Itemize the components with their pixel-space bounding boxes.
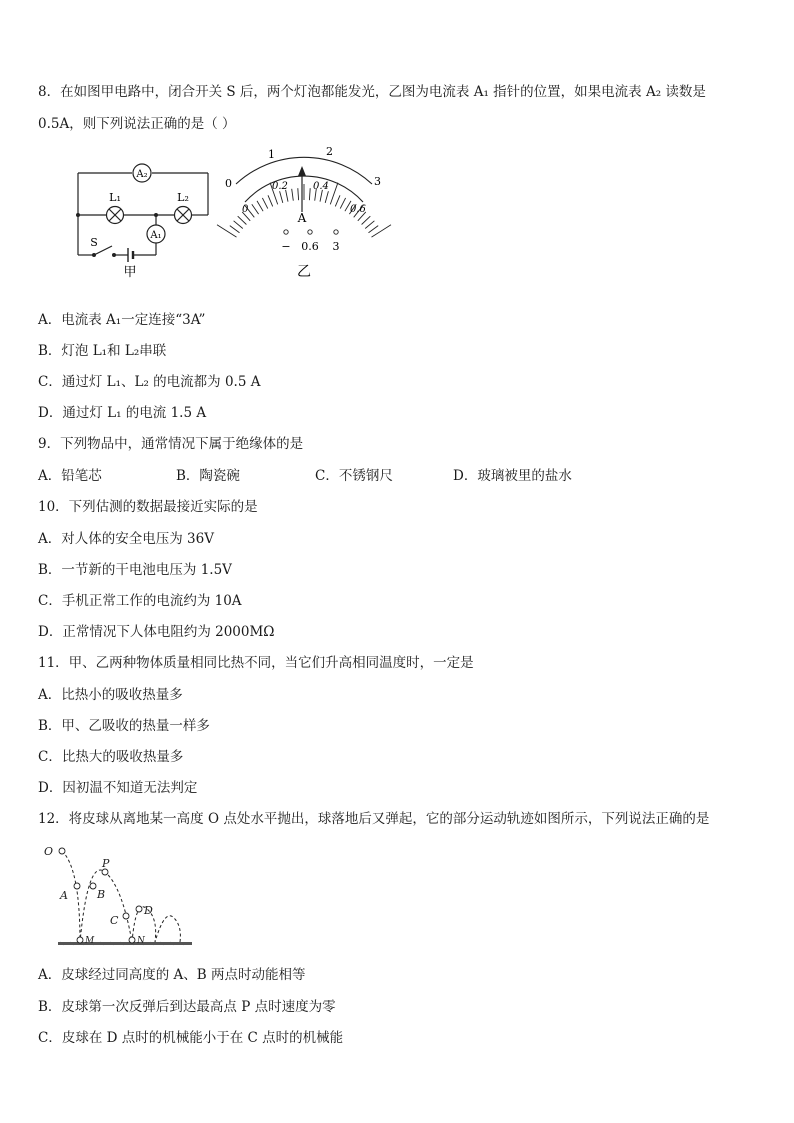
q12-trajectory-figure xyxy=(40,838,200,953)
scale-tick xyxy=(230,226,240,233)
q11-option-d: D．因初温不知道无法判定 xyxy=(38,780,198,796)
scale-bottom-0: 0 xyxy=(242,204,249,215)
scale-top-3: 3 xyxy=(374,175,381,188)
q9-options-row xyxy=(38,467,598,485)
needle-label: A xyxy=(297,211,307,225)
scale-tick xyxy=(309,188,310,200)
scale-tick xyxy=(262,198,267,209)
label-o: O xyxy=(44,845,54,858)
l2-label: L₂ xyxy=(177,191,189,204)
s-label: S xyxy=(90,236,98,249)
scale-tick xyxy=(365,221,374,229)
q8-option-c: C．通过灯 L₁、L₂ 的电流都为 0.5 A xyxy=(38,374,261,390)
q9-stem: 9．下列物品中，通常情况下属于绝缘体的是 xyxy=(38,436,304,452)
q12-option-c: C．皮球在 D 点时的机械能小于在 C 点时的机械能 xyxy=(38,1030,344,1046)
q8-option-a: A．电流表 A₁一定连接“3A” xyxy=(38,312,206,328)
scale-bottom-0.6: 0.6 xyxy=(350,204,366,215)
scale-tick xyxy=(325,191,328,203)
q11-option-b: B．甲、乙吸收的热量一样多 xyxy=(38,718,210,734)
q11-option-a: A．比热小的吸收热量多 xyxy=(38,687,183,703)
q8-stem-line1: 8．在如图甲电路中，闭合开关 S 后，两个灯泡都能发光，乙图为电流表 A₁ 指针的位置，如果电流表 A₂ 读数是 xyxy=(38,84,706,100)
label-n: N xyxy=(137,936,145,946)
label-c: C xyxy=(110,914,119,927)
scale-top-2: 2 xyxy=(326,145,333,158)
scale-tick xyxy=(268,195,273,206)
scale-tick xyxy=(257,201,263,211)
q8-option-d: D．通过灯 L₁ 的电流 1.5 A xyxy=(38,405,207,421)
q8-stem-line2: 0.5A，则下列说法正确的是（ ） xyxy=(38,116,236,132)
scale-tick xyxy=(217,225,237,237)
q10-option-a: A．对人体的安全电压为 36V xyxy=(38,531,214,547)
terminal-minus: − xyxy=(281,240,291,253)
scale-top-1: 1 xyxy=(268,148,275,161)
a1-label: A₁ xyxy=(150,230,162,241)
scale-tick xyxy=(280,191,283,203)
q9-option-c: C．不锈钢尺 xyxy=(315,468,393,484)
q11-option-c: C．比热大的吸收热量多 xyxy=(38,749,184,765)
q10-option-c: C．手机正常工作的电流约为 10A xyxy=(38,593,242,609)
q10-option-d: D．正常情况下人体电阻约为 2000MΩ xyxy=(38,624,275,640)
q8-ammeter-dial-figure xyxy=(212,140,397,285)
scale-tick xyxy=(238,216,247,224)
q12-option-a: A．皮球经过同高度的 A、B 两点时动能相等 xyxy=(38,967,306,983)
caption-yi: 乙 xyxy=(297,264,311,280)
q8-circuit-figure xyxy=(70,155,220,280)
scale-top-0: 0 xyxy=(225,177,232,190)
scale-tick xyxy=(292,189,294,201)
caption-jia: 甲 xyxy=(123,265,137,280)
scale-bottom-0.4: 0.4 xyxy=(313,181,329,192)
scale-tick xyxy=(335,195,340,206)
scale-tick xyxy=(234,221,243,229)
q9-option-d: D．玻璃被里的盐水 xyxy=(453,468,572,484)
scale-tick xyxy=(340,198,345,209)
label-p: P xyxy=(102,857,110,870)
q10-stem: 10．下列估测的数据最接近实际的是 xyxy=(38,499,258,515)
l1-label: L₁ xyxy=(109,191,121,204)
q11-stem: 11．甲、乙两种物体质量相同比热不同，当它们升高相同温度时，一定是 xyxy=(38,655,474,671)
terminal-3: 3 xyxy=(332,240,340,253)
scale-tick xyxy=(369,226,379,233)
q12-stem: 12．将皮球从离地某一高度 O 点处水平抛出，球落地后又弹起，它的部分运动轨迹如图所示，下列说法正确的是 xyxy=(38,811,710,827)
q9-option-b: B．陶瓷碗 xyxy=(176,468,240,484)
label-a: A xyxy=(60,889,68,902)
label-m: M xyxy=(85,936,95,946)
label-b: B xyxy=(97,888,106,901)
label-d: D xyxy=(144,904,153,917)
scale-tick xyxy=(252,204,259,214)
terminal-0.6: 0.6 xyxy=(301,240,319,253)
q9-option-a: A．铅笔芯 xyxy=(38,468,102,484)
scale-tick xyxy=(330,183,338,205)
q8-option-b: B．灯泡 L₁和 L₂串联 xyxy=(38,343,167,359)
q10-option-b: B．一节新的干电池电压为 1.5V xyxy=(38,562,232,578)
a2-label: A₂ xyxy=(136,169,148,180)
q12-option-b: B．皮球第一次反弹后到达最高点 P 点时速度为零 xyxy=(38,999,336,1015)
scale-tick xyxy=(362,216,371,224)
scale-tick xyxy=(372,225,392,237)
scale-tick xyxy=(298,188,299,200)
scale-bottom-0.2: 0.2 xyxy=(272,181,288,192)
